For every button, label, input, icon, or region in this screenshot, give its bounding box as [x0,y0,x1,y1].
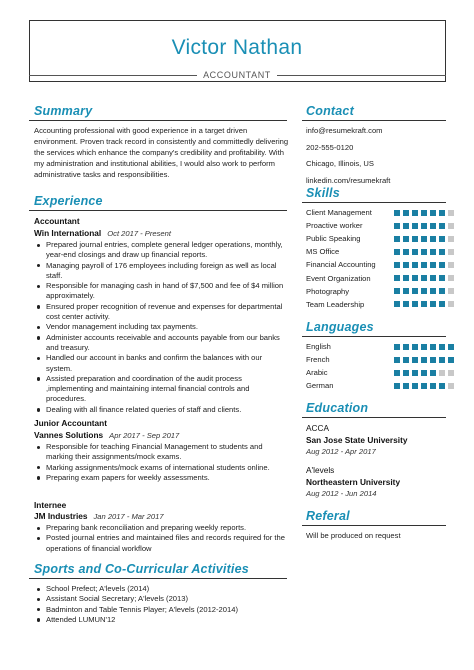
list-item: Posted journal entries and maintained files and records required for the operations of financial workflow [34,533,290,554]
rating-dot-empty [439,370,445,376]
rating-row [306,300,446,310]
rating-row [306,260,446,270]
rating-dot-filled [421,262,427,268]
rating-dot-filled [439,357,445,363]
rating-dot-filled [403,262,409,268]
rating-dot-filled [403,210,409,216]
rating-dot-filled [403,383,409,389]
job-title: Internee [34,500,67,510]
rating-dot-filled [421,344,427,350]
list-item: Managing payroll of 176 employees including foreign as well as local staff. [34,261,290,282]
rating-label: Client Management [306,208,372,217]
job-title: Accountant [34,216,80,226]
rating-dot-filled [421,236,427,242]
rating-dot-filled [430,262,436,268]
rating-dot-empty [448,223,454,229]
activities-list [34,584,290,625]
rating-dot-empty [448,249,454,255]
rating-dot-filled [421,249,427,255]
list-item: Responsible for teaching Financial Management to students and marking their assignments/mock exams. [34,442,290,463]
rating-dot-filled [412,236,418,242]
rating-label: Arabic [306,368,328,378]
rating-dot-filled [412,370,418,376]
section-title-activities: Sports and Co-Curricular Activities [34,562,249,576]
contact-location: Chicago, Illinois, US [306,159,374,168]
rating-label: Financial Accounting [306,260,376,270]
section-rule-contact [302,120,446,121]
rating-dot-filled [421,288,427,294]
rating-dot-empty [448,383,454,389]
section-title-experience: Experience [34,194,103,208]
rating-dot-filled [430,275,436,281]
rating-dot-filled [403,357,409,363]
rating-dot-filled [412,383,418,389]
list-item: Administer accounts receivable and accounts payable from our banks and treasury. [34,333,290,354]
list-item: Prepared journal entries, complete general ledger operations, monthly, year-end closings and draw up financial reports. [34,240,290,261]
contact-email[interactable]: info@resumekraft.com [306,126,383,135]
edu-dates: Aug 2012 - Apr 2017 [306,447,376,456]
job-company: Win International Oct 2017 - Present [34,228,171,238]
rating-label: French [306,355,330,365]
rating-row [306,368,446,378]
section-rule-skills [302,202,446,203]
rating-dot-empty [448,236,454,242]
list-item: Attended LUMUN'12 [34,615,290,625]
section-rule-referal [302,525,446,526]
rating-row [306,342,446,352]
candidate-name: Victor Nathan [171,36,303,59]
rating-dot-filled [439,223,445,229]
rating-label: Team Leadership [306,299,365,309]
rating-dot-filled [403,301,409,307]
rating-dot-filled [412,249,418,255]
job-dates: Apr 2017 - Sep 2017 [109,431,180,440]
rating-dot-filled [430,236,436,242]
rating-dot-filled [439,275,445,281]
rating-row [306,287,446,297]
rating-dot-filled [430,223,436,229]
rating-label: Proactive worker [306,221,363,231]
section-rule-summary [29,120,287,121]
job-bullets [34,523,290,554]
rating-dot-filled [439,210,445,216]
list-item: Assisted preparation and coordination of the audit process ,implementing and maintaining internal financial controls and procedures. [34,374,290,405]
edu-school: San Jose State University [306,435,408,445]
rating-dot-filled [430,210,436,216]
section-title-skills: Skills [306,186,340,200]
job-title: Junior Accountant [34,418,107,428]
job-title-header: ACCOUNTANT [203,70,271,80]
section-title-education: Education [306,401,369,415]
rating-label: MS Office [306,247,340,257]
section-title-contact: Contact [306,104,354,118]
section-rule-languages [302,336,446,337]
rating-row [306,221,446,231]
rating-dot-filled [394,383,400,389]
referal-text: Will be produced on request [306,531,401,540]
rating-label: Photography [306,286,350,296]
rating-dot-filled [439,344,445,350]
rating-dot-filled [394,370,400,376]
rating-dot-filled [439,262,445,268]
rating-dot-filled [412,210,418,216]
rating-dot-filled [403,288,409,294]
rating-dot-filled [403,370,409,376]
rating-dot-empty [448,288,454,294]
list-item: Badminton and Table Tennis Player; A'levels (2012-2014) [34,605,290,615]
rating-dot-filled [421,370,427,376]
rating-dot-empty [448,301,454,307]
rating-dot-filled [448,344,454,350]
rating-label: English [306,342,331,351]
rating-dot-filled [403,236,409,242]
rating-dot-filled [430,344,436,350]
job-dates: Oct 2017 - Present [107,229,171,238]
contact-phone: 202-555-0120 [306,142,354,152]
rating-dot-filled [403,223,409,229]
rating-dot-filled [412,223,418,229]
rating-dot-filled [430,383,436,389]
section-title-languages: Languages [306,320,374,334]
rating-dot-filled [394,236,400,242]
rating-row [306,274,446,284]
rating-dot-filled [412,275,418,281]
edu-dates: Aug 2012 - Jun 2014 [306,489,377,498]
rating-dot-filled [448,357,454,363]
edu-degree: ACCA [306,423,330,433]
rating-dot-filled [421,383,427,389]
rating-dot-filled [394,249,400,255]
edu-school: Northeastern University [306,477,401,487]
job-company: JM Industries Jan 2017 - Mar 2017 [34,511,164,521]
rating-dot-filled [394,223,400,229]
job-bullets [34,442,290,483]
rating-dot-filled [394,288,400,294]
rating-dot-filled [430,301,436,307]
contact-linkedin[interactable]: linkedin.com/resumekraft [306,175,391,185]
rating-dot-filled [412,301,418,307]
rating-dot-filled [421,223,427,229]
rating-dot-filled [421,357,427,363]
rating-dot-filled [412,344,418,350]
rating-row [306,234,446,244]
rating-dot-empty [448,370,454,376]
list-item: Preparing bank reconciliation and preparing weekly reports. [34,523,290,533]
rating-label: German [306,381,334,391]
rating-dot-filled [403,344,409,350]
rating-dot-filled [412,357,418,363]
rating-row [306,355,446,365]
rating-dot-filled [394,210,400,216]
rating-dot-filled [394,262,400,268]
list-item: Assistant Social Secretary; A'levels (2013) [34,594,290,604]
rating-dot-filled [412,262,418,268]
list-item: Vendor management including tax payments. [34,322,290,332]
job-company: Vannes Solutions Apr 2017 - Sep 2017 [34,430,180,440]
rating-dot-filled [394,275,400,281]
rating-dot-filled [394,301,400,307]
list-item: Dealing with all finance related queries of staff and clients. [34,405,290,415]
job-dates: Jan 2017 - Mar 2017 [93,512,164,521]
summary-text: Accounting professional with good experience in a target driven environment. Proven track record in consistently and committedly delivering the services which enhance the company's credibility and profitability. With my administration and institutional abilities, I would also work to perform administrative tasks and responsibilities. [34,126,289,179]
rating-dot-filled [394,357,400,363]
rating-dot-filled [439,288,445,294]
list-item: Responsible for managing cash in hand of $7,500 and fee of $4 million approximately. [34,281,290,302]
list-item: Marking assignments/mock exams of international students online. [34,463,290,473]
rating-dot-filled [394,344,400,350]
list-item: Handled our account in banks and confirm the balances with our system. [34,353,290,374]
rating-dot-filled [412,288,418,294]
rating-dot-filled [421,301,427,307]
section-title-referal: Referal [306,509,350,523]
section-rule-education [302,417,446,418]
rating-dot-filled [430,370,436,376]
rating-row [306,208,446,218]
rating-dot-filled [403,275,409,281]
section-title-summary: Summary [34,104,93,118]
rating-dot-empty [448,210,454,216]
contact-info [306,123,390,189]
section-rule-activities [29,578,287,579]
rating-row [306,381,446,391]
rating-dot-filled [430,288,436,294]
rating-row [306,247,446,257]
list-item: Ensured proper recognition of revenue and expenses for departmental cost center activity. [34,302,290,323]
rating-dot-empty [448,275,454,281]
rating-dot-filled [430,249,436,255]
list-item: School Prefect; A'levels (2014) [34,584,290,594]
list-item: Preparing exam papers for weekly assessments. [34,473,290,483]
rating-label: Public Speaking [306,234,361,244]
rating-dot-filled [430,357,436,363]
rating-dot-empty [448,262,454,268]
edu-degree: A'levels [306,465,335,475]
rating-dot-filled [439,236,445,242]
rating-dot-filled [421,210,427,216]
rating-label: Event Organization [306,273,371,283]
job-bullets [34,240,290,415]
rating-dot-filled [421,275,427,281]
rating-dot-filled [439,249,445,255]
rating-dot-filled [439,383,445,389]
rating-dot-filled [439,301,445,307]
section-rule-experience [29,210,287,211]
rating-dot-filled [403,249,409,255]
